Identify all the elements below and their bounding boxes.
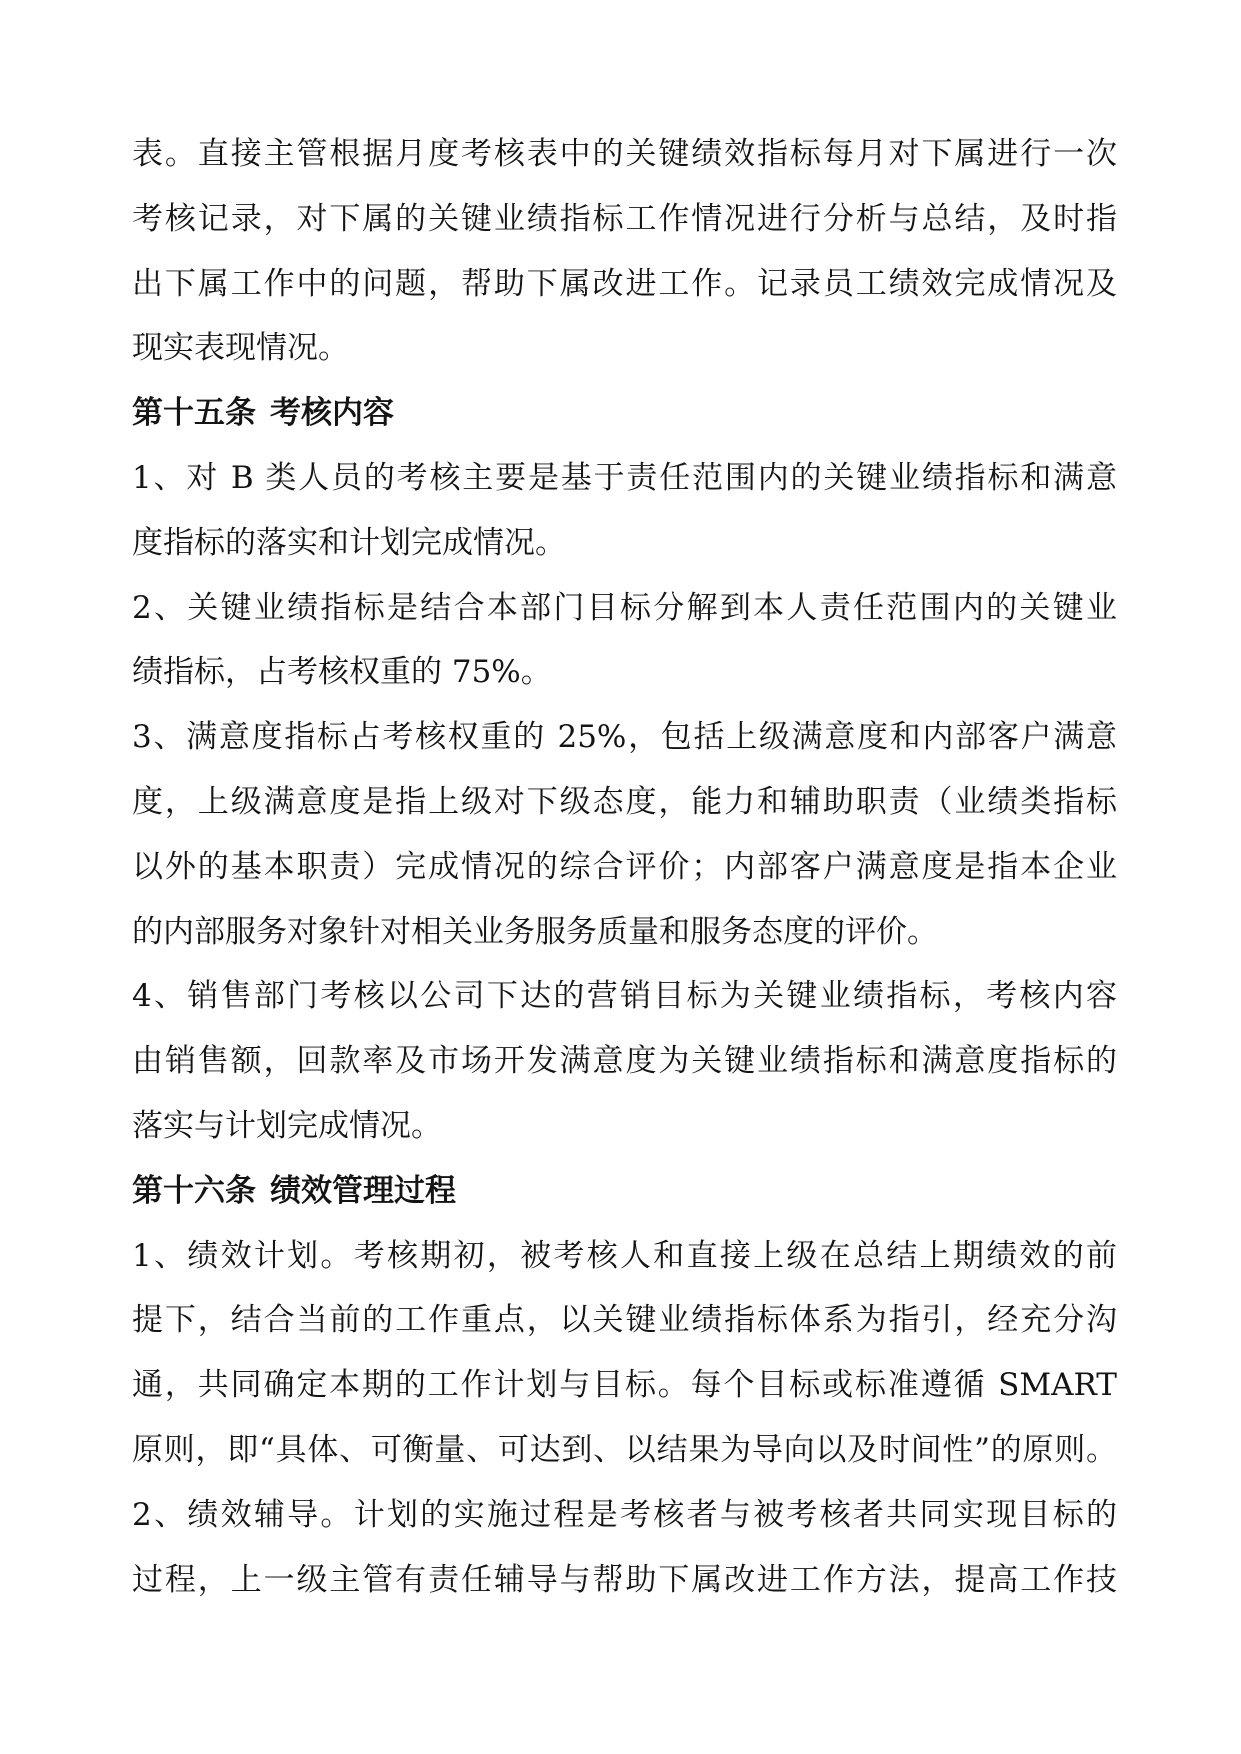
article-title: 考核内容 xyxy=(270,395,394,432)
text-line: 原则，即“具体、可衡量、可达到、以结果为导向以及时间性”的原则。 xyxy=(132,1431,1117,1468)
clause-15-4 xyxy=(132,964,1117,1158)
article-number: 第十六条 xyxy=(132,1172,256,1209)
text-line: 2、绩效辅导。计划的实施过程是考核者与被考核者共同实现目标的 xyxy=(132,1496,1117,1533)
clause-15-2 xyxy=(132,576,1117,706)
text-line: 现实表现情况。 xyxy=(132,330,349,367)
text-line: 的内部服务对象针对相关业务服务质量和服务态度的评价。 xyxy=(132,913,938,950)
text-line: 落实与计划完成情况。 xyxy=(132,1107,442,1144)
section-heading-15 xyxy=(132,381,1117,446)
text-line: 表。直接主管根据月度考核表中的关键绩效指标每月对下属进行一次 xyxy=(132,136,1117,172)
text-line: 以外的基本职责）完成情况的综合评价；内部客户满意度是指本企业 xyxy=(132,848,1117,885)
text-line: 3、满意度指标占考核权重的 25%，包括上级满意度和内部客户满意 xyxy=(132,719,1117,756)
text-line: 绩指标，占考核权重的 75%。 xyxy=(132,654,552,691)
paragraph-intro xyxy=(132,122,1117,381)
text-line: 1、对 B 类人员的考核主要是基于责任范围内的关键业绩指标和满意 xyxy=(132,459,1117,496)
text-line: 提下，结合当前的工作重点，以关键业绩指标体系为指引，经充分沟 xyxy=(132,1302,1117,1339)
document-body xyxy=(132,122,1117,1612)
text-line: 通，共同确定本期的工作计划与目标。每个目标或标准遵循 SMART xyxy=(132,1367,1117,1404)
clause-15-3 xyxy=(132,705,1117,964)
clause-16-1 xyxy=(132,1224,1117,1483)
article-number: 第十五条 xyxy=(132,395,256,432)
text-line: 4、销售部门考核以公司下达的营销目标为关键业绩指标，考核内容 xyxy=(132,978,1117,1015)
text-line: 过程，上一级主管有责任辅导与帮助下属改进工作方法，提高工作技 xyxy=(132,1561,1117,1598)
article-title: 绩效管理过程 xyxy=(270,1172,456,1209)
text-line: 2、关键业绩指标是结合本部门目标分解到本人责任范围内的关键业 xyxy=(132,589,1117,626)
section-heading-16 xyxy=(132,1159,1117,1224)
text-line: 由销售额，回款率及市场开发满意度为关键业绩指标和满意度指标的 xyxy=(132,1043,1117,1080)
text-line: 出下属工作中的问题，帮助下属改进工作。记录员工绩效完成情况及 xyxy=(132,265,1117,302)
text-line: 度指标的落实和计划完成情况。 xyxy=(132,524,566,561)
text-line: 度，上级满意度是指上级对下级态度，能力和辅助职责（业绩类指标 xyxy=(132,783,1117,820)
text-line: 1、绩效计划。考核期初，被考核人和直接上级在总结上期绩效的前 xyxy=(132,1237,1117,1274)
text-line: 考核记录，对下属的关键业绩指标工作情况进行分析与总结，及时指 xyxy=(132,200,1117,237)
clause-16-2 xyxy=(132,1483,1117,1613)
clause-15-1 xyxy=(132,446,1117,576)
